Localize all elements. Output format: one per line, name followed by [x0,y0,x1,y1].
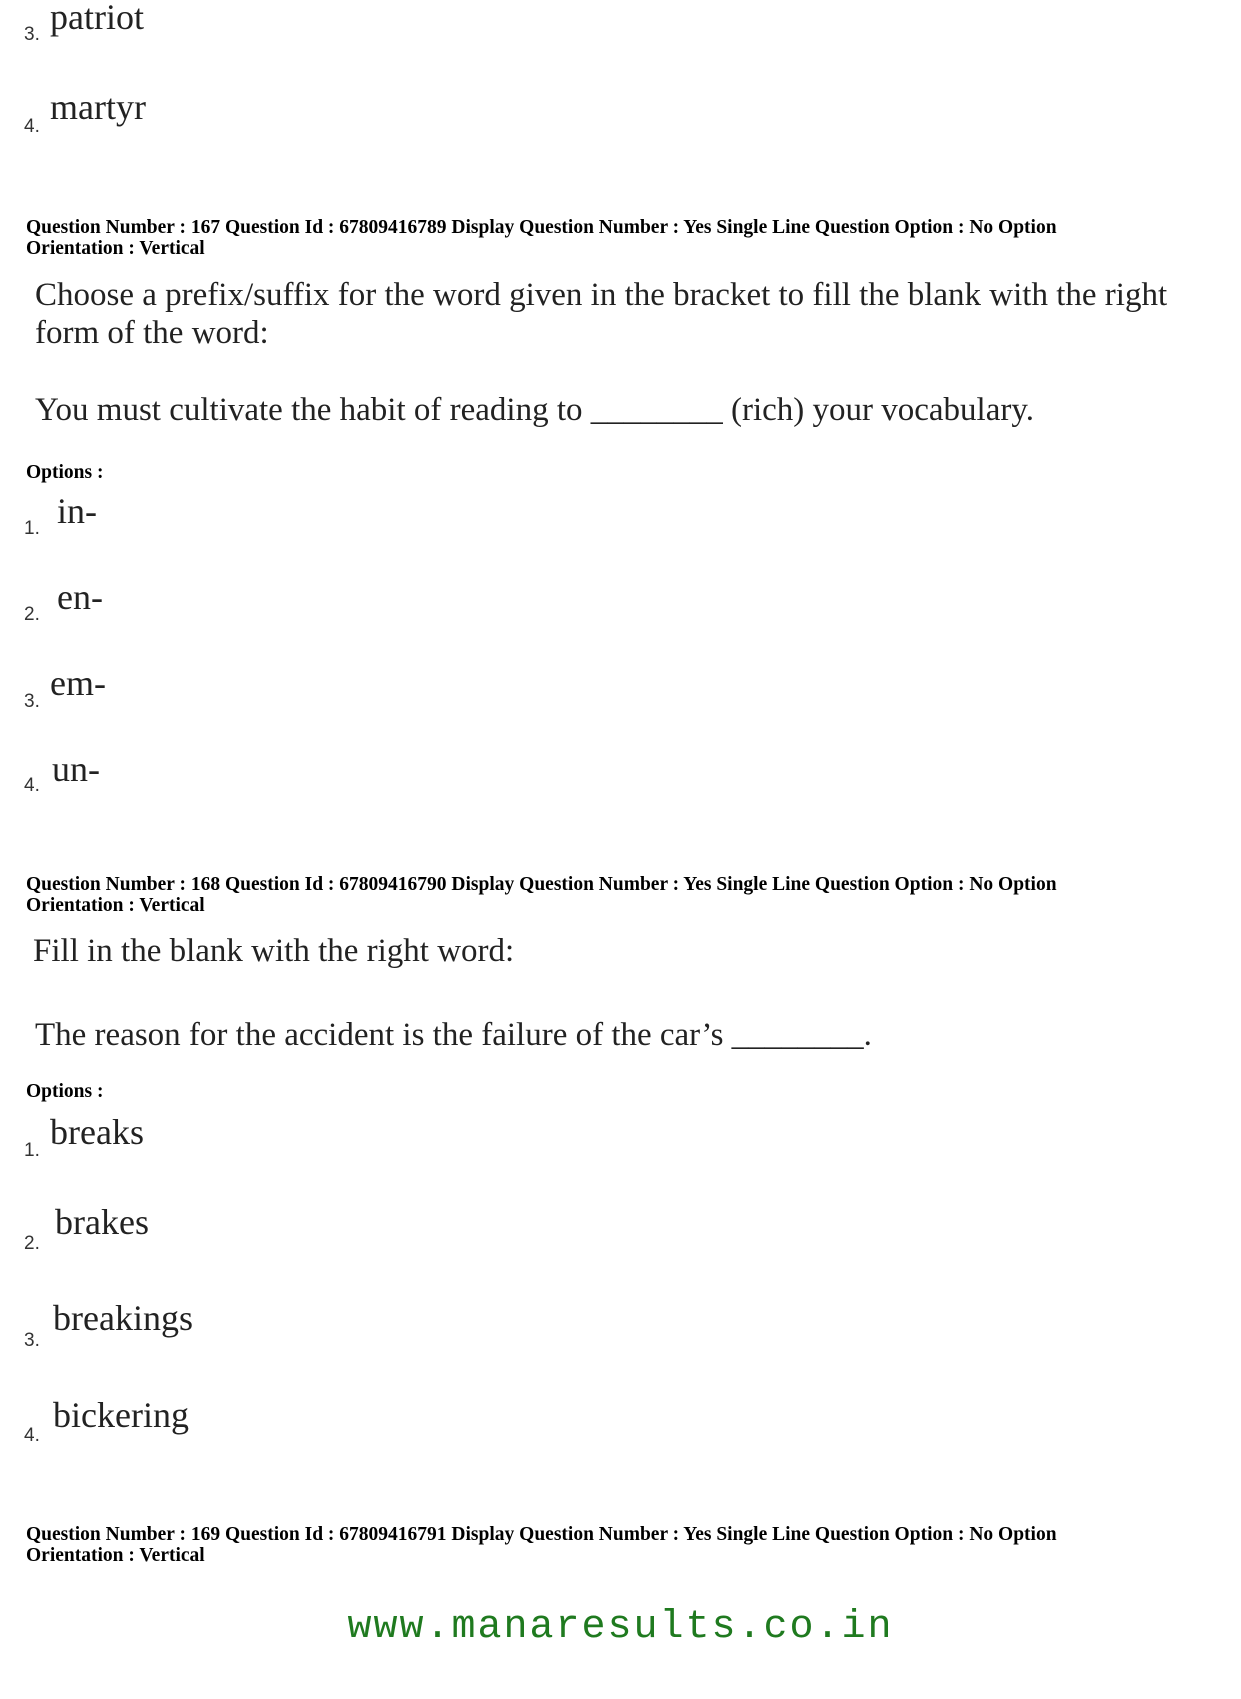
question-instruction: Fill in the blank with the right word: [33,933,515,969]
option-text: in- [57,491,97,531]
question-meta [26,1524,1226,1566]
option-text: breaks [50,1112,144,1152]
option-number: 3. [24,24,40,45]
question-sentence: You must cultivate the habit of reading to ________ (rich) your vocabulary. [35,392,1034,428]
option-number: 3. [24,691,40,712]
option-number: 4. [24,1425,40,1446]
option-number: 4. [24,116,40,137]
option-text: un- [52,749,100,789]
question-meta-line: Orientation : Vertical [26,895,205,916]
question-meta [26,217,1226,259]
option-number: 1. [24,518,40,539]
question-meta-line: Question Number : 168 Question Id : 67809416790 Display Question Number : Yes Single Line Question Option : No Option [26,874,1057,895]
option-text: patriot [50,0,144,37]
question-meta-line: Orientation : Vertical [26,238,205,259]
question-instruction [35,276,1215,352]
option-text: brakes [55,1202,149,1242]
question-meta [26,874,1226,916]
option-text: martyr [50,87,146,127]
options-label: Options : [26,1081,104,1102]
option-text: en- [57,577,103,617]
option-number: 4. [24,775,40,796]
option-number: 1. [24,1140,40,1161]
question-meta-line: Orientation : Vertical [26,1545,205,1566]
instruction-line: Choose a prefix/suffix for the word given in the bracket to fill the blank with the right [35,277,1168,313]
options-label: Options : [26,462,104,483]
question-meta-line: Question Number : 167 Question Id : 67809416789 Display Question Number : Yes Single Line Question Option : No Option [26,217,1057,238]
question-sentence: The reason for the accident is the failure of the car’s ________. [35,1017,872,1053]
option-number: 2. [24,604,40,625]
option-text: em- [50,663,106,703]
question-meta-line: Question Number : 169 Question Id : 67809416791 Display Question Number : Yes Single Line Question Option : No Option [26,1524,1057,1545]
option-number: 2. [24,1233,40,1254]
instruction-line: form of the word: [35,315,269,351]
footer-url: www.manaresults.co.in [347,1605,894,1650]
option-text: breakings [53,1298,193,1338]
option-number: 3. [24,1330,40,1351]
option-text: bickering [53,1395,189,1435]
